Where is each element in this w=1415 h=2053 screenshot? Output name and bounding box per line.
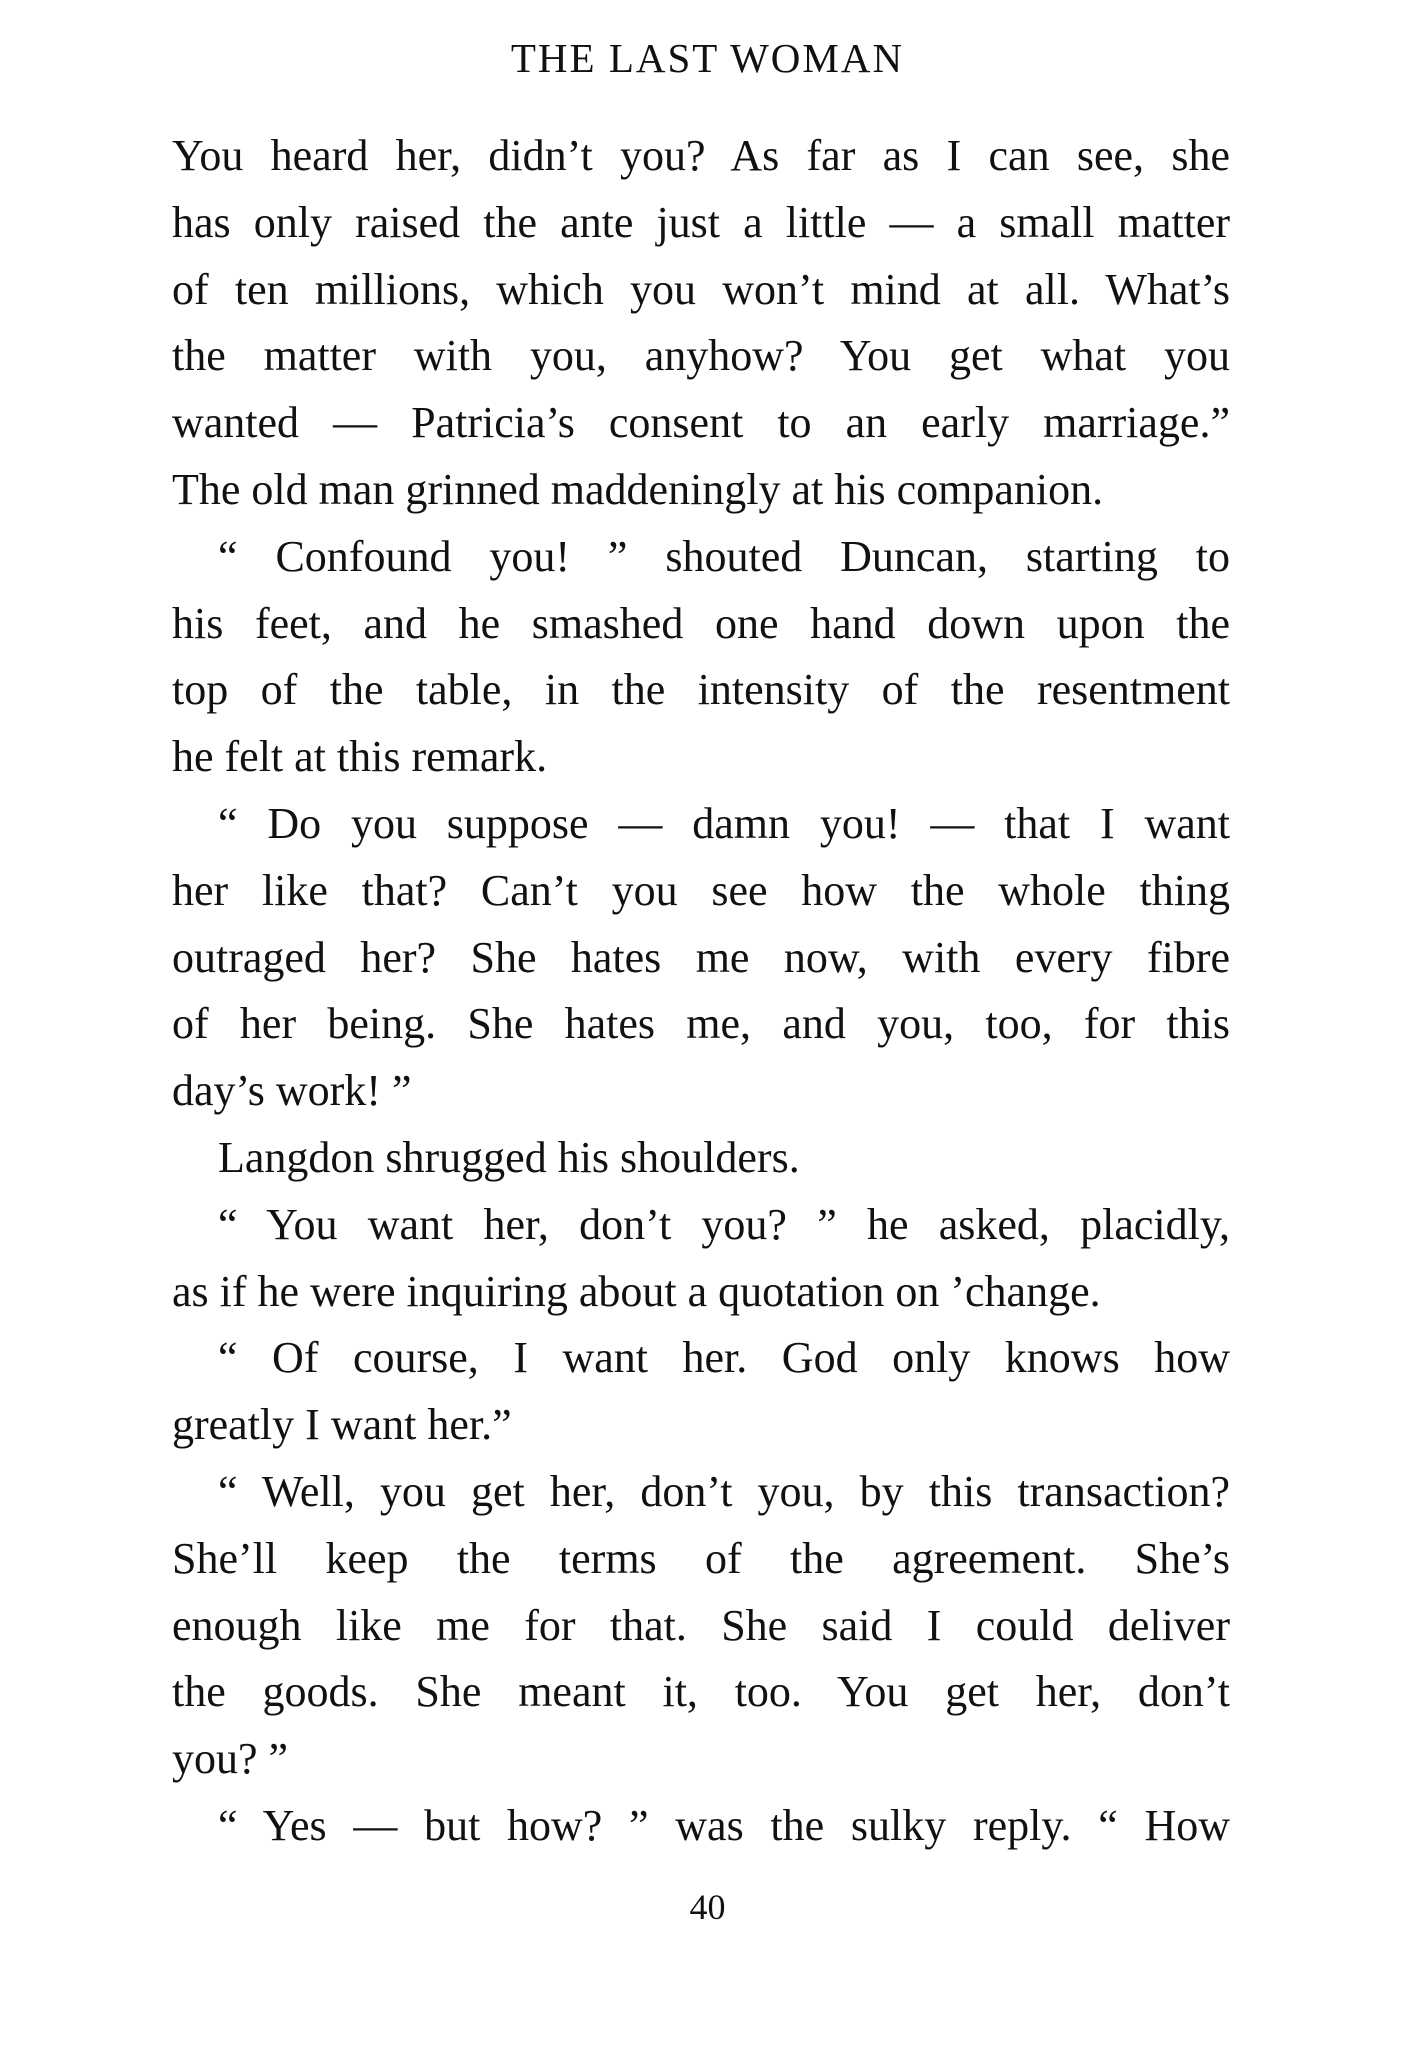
text-line: of her being. She hates me, and you, too, for this: [172, 999, 1230, 1049]
text-line: “ Well, you get her, don’t you, by this transaction?: [218, 1466, 1230, 1516]
running-header: THE LAST WOMAN: [510, 35, 905, 81]
text-line: he felt at this remark.: [172, 732, 548, 782]
text-line: you? ”: [172, 1734, 289, 1784]
text-line: outraged her? She hates me now, with every fibre: [172, 932, 1230, 982]
page-number: 40: [689, 1887, 726, 1927]
text-line: “ Of course, I want her. God only knows how: [218, 1333, 1230, 1383]
text-line: as if he were inquiring about a quotation on ’change.: [172, 1266, 1101, 1316]
text-line: day’s work! ”: [172, 1066, 412, 1116]
text-line: enough like me for that. She said I could deliver: [172, 1600, 1230, 1650]
text-line: the goods. She meant it, too. You get her, don’t: [172, 1667, 1230, 1717]
text-line: Langdon shrugged his shoulders.: [218, 1132, 800, 1182]
text-line: her like that? Can’t you see how the whole thing: [172, 865, 1230, 915]
text-line: top of the table, in the intensity of the resentment: [172, 665, 1230, 715]
text-line: The old man grinned maddeningly at his companion.: [172, 464, 1104, 514]
body-text: [172, 123, 1230, 1860]
text-line: “ Do you suppose — damn you! — that I want: [218, 798, 1230, 848]
text-line: “ Yes — but how? ” was the sulky reply. “ How: [218, 1800, 1230, 1850]
text-line: has only raised the ante just a little — a small matter: [172, 197, 1230, 247]
text-line: greatly I want her.”: [172, 1400, 512, 1450]
text-line: wanted — Patricia’s consent to an early marriage.”: [172, 398, 1230, 448]
text-line: “ You want her, don’t you? ” he asked, placidly,: [218, 1199, 1230, 1249]
text-line: You heard her, didn’t you? As far as I can see, she: [172, 131, 1230, 180]
text-line: the matter with you, anyhow? You get what you: [172, 331, 1230, 381]
text-line: his feet, and he smashed one hand down upon the: [172, 598, 1230, 648]
text-line: “ Confound you! ” shouted Duncan, starting to: [218, 531, 1230, 581]
text-line: She’ll keep the terms of the agreement. She’s: [172, 1533, 1230, 1583]
text-line: of ten millions, which you won’t mind at all. What’s: [172, 264, 1230, 314]
